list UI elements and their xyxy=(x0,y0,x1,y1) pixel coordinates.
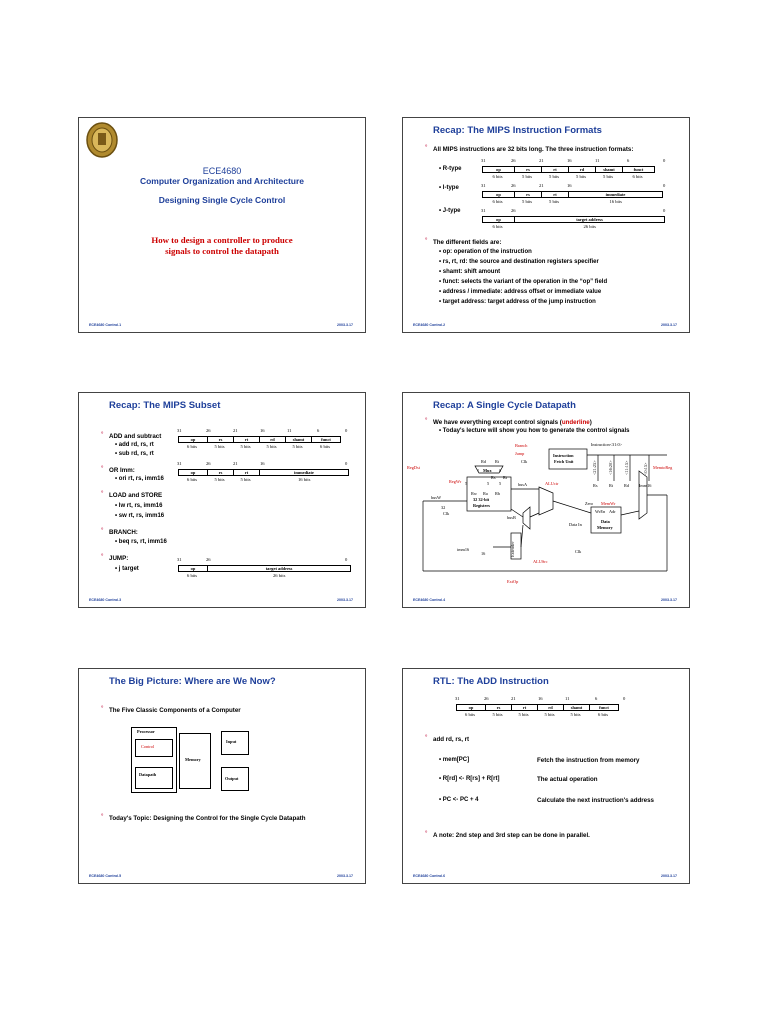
svg-text:Mux: Mux xyxy=(483,468,492,473)
field-width: 5 bits xyxy=(292,444,303,449)
svg-text:Registers: Registers xyxy=(473,503,490,508)
field-width: 6 bits xyxy=(492,199,503,204)
format-field: op xyxy=(456,704,486,711)
bit-position: 6 xyxy=(595,696,598,701)
beq-instr: • beq rs, rt, imm16 xyxy=(115,539,167,545)
format-field: funct xyxy=(311,436,341,443)
slide-6 xyxy=(402,668,690,884)
aluctr-signal: ALUctr xyxy=(545,481,559,486)
format-field: rs xyxy=(207,436,234,443)
footer: ECE4680 Control.5 xyxy=(89,874,122,878)
bit-position: 31 xyxy=(177,461,182,466)
format-field: rt xyxy=(541,166,569,173)
format-field: op xyxy=(482,191,515,198)
format-field: shamt xyxy=(563,704,590,711)
svg-text:Rt: Rt xyxy=(503,475,508,480)
slide-4 xyxy=(402,392,690,608)
format-field: funct xyxy=(589,704,619,711)
format-row xyxy=(179,469,349,476)
j-instr: • j target xyxy=(115,566,139,572)
bit-position: 6 xyxy=(317,428,320,433)
lw-instr: • lw rt, rs, imm16 xyxy=(115,503,162,509)
field-width: 6 bits xyxy=(187,573,198,578)
itype-label: • I-type xyxy=(439,185,459,191)
bit-position: 0 xyxy=(345,428,348,433)
bit-position: 11 xyxy=(565,696,570,701)
format-field: op xyxy=(482,216,515,223)
svg-text:Extender: Extender xyxy=(510,541,515,557)
svg-text:1: 1 xyxy=(477,468,480,473)
field-width: 26 bits xyxy=(273,573,286,578)
svg-text:Data In: Data In xyxy=(569,522,582,527)
format-field: rt xyxy=(541,191,569,198)
footer-date: 2003.3.17 xyxy=(337,323,353,327)
slide-title: The Big Picture: Where are We Now? xyxy=(109,676,276,687)
output-label: Output xyxy=(225,776,239,781)
format-field: shamt xyxy=(595,166,623,173)
jump-signal: Jump xyxy=(515,451,525,456)
control-label: Control xyxy=(141,744,155,749)
svg-text:Adr: Adr xyxy=(609,509,616,514)
format-field: shamt xyxy=(285,436,312,443)
datapath-box xyxy=(135,767,173,789)
format-field: rt xyxy=(233,436,260,443)
branch-signal: Branch xyxy=(515,443,528,448)
sw-instr: • sw rt, rs, imm16 xyxy=(115,513,164,519)
step-operate: • R[rd] <- R[rs] + R[rt] xyxy=(439,776,499,782)
field-width: 5 bits xyxy=(266,444,277,449)
bullet-ls: ° LOAD and STORE xyxy=(109,492,162,499)
bullet-intro: ° All MIPS instructions are 32 bits long. The three instruction formats: xyxy=(433,146,633,153)
bullet-today: • Today's lecture will show you how to generate the control signals xyxy=(439,428,629,434)
format-row xyxy=(483,166,655,173)
svg-text:5: 5 xyxy=(499,481,502,486)
svg-text:<0:15>: <0:15> xyxy=(643,462,648,475)
course-title: Computer Organization and Architecture xyxy=(139,176,305,186)
memtoreg-signal: MemtoReg xyxy=(653,465,673,470)
slide-title: Recap: The MIPS Instruction Formats xyxy=(433,125,602,136)
bit-position: 26 xyxy=(511,158,516,163)
step-next-pc: • PC <- PC + 4 xyxy=(439,797,478,803)
field-width: 5 bits xyxy=(522,174,533,179)
bullet-branch: ° BRANCH: xyxy=(109,529,138,536)
field-width: 16 bits xyxy=(609,199,622,204)
svg-text:Rw: Rw xyxy=(471,491,477,496)
bit-position: 21 xyxy=(233,428,238,433)
slide-title: Recap: The MIPS Subset xyxy=(109,400,221,411)
field-width: 5 bits xyxy=(522,199,533,204)
format-row xyxy=(179,565,351,572)
step-operate-desc: The actual operation xyxy=(537,776,598,783)
field-width: 5 bits xyxy=(549,199,560,204)
bit-position: 31 xyxy=(481,183,486,188)
format-field: op xyxy=(178,565,208,572)
bit-position: 11 xyxy=(595,158,600,163)
slide-1 xyxy=(78,117,366,333)
field-width: 5 bits xyxy=(492,712,503,717)
alusrc-signal: ALUSrc xyxy=(533,559,548,564)
footer: ECE4680 Control.6 xyxy=(413,874,446,878)
bit-position: 26 xyxy=(511,208,516,213)
bullet-note: ° A note: 2nd step and 3rd step can be done in parallel. xyxy=(433,832,590,839)
field-width: 5 bits xyxy=(603,174,614,179)
svg-text:imm16: imm16 xyxy=(457,547,470,552)
svg-text:busB: busB xyxy=(507,515,516,520)
bullet-control-signals: ° We have everything except control signals (underline) xyxy=(433,419,592,426)
svg-text:5: 5 xyxy=(487,481,490,486)
field-width: 6 bits xyxy=(320,444,331,449)
underline-word: underline xyxy=(561,419,590,426)
svg-text:Clk: Clk xyxy=(443,511,450,516)
footer: ECE4680 Control.4 xyxy=(413,598,446,602)
bit-position: 16 xyxy=(567,183,572,188)
single-cycle-datapath-diagram xyxy=(403,441,690,601)
field-shamt: • shamt: shift amount xyxy=(439,269,500,275)
field-width: 6 bits xyxy=(492,174,503,179)
svg-text:Clk: Clk xyxy=(521,459,528,464)
svg-text:Zero: Zero xyxy=(585,501,594,506)
footer-date: 2003.3.17 xyxy=(661,323,677,327)
svg-text:Instruction: Instruction xyxy=(553,453,574,458)
bullet-todays-topic: ° Today's Topic: Designing the Control for the Single Cycle Datapath xyxy=(109,815,306,822)
rtype-label: • R-type xyxy=(439,166,461,172)
memwr-signal: MemWr xyxy=(601,501,616,506)
step-fetch-desc: Fetch the instruction from memory xyxy=(537,757,640,764)
bit-position: 0 xyxy=(345,461,348,466)
format-field: funct xyxy=(622,166,655,173)
field-width: 6 bits xyxy=(187,477,198,482)
field-width: 6 bits xyxy=(632,174,643,179)
svg-text:Rs: Rs xyxy=(593,483,598,488)
format-field: op xyxy=(178,469,208,476)
bit-position: 16 xyxy=(260,461,265,466)
field-target: • target address: target address of the jump instruction xyxy=(439,299,596,305)
field-width: 6 bits xyxy=(465,712,476,717)
memory-label: Memory xyxy=(185,757,201,762)
format-field: rd xyxy=(259,436,286,443)
svg-text:32 32-bit: 32 32-bit xyxy=(473,497,490,502)
svg-text:Rt: Rt xyxy=(609,483,614,488)
svg-text:0: 0 xyxy=(499,468,502,473)
format-row xyxy=(457,704,619,711)
svg-text:32: 32 xyxy=(441,505,446,510)
svg-text:Rs: Rs xyxy=(491,475,496,480)
svg-text:Memory: Memory xyxy=(597,525,613,530)
format-field: op xyxy=(178,436,208,443)
svg-text:<21:25>: <21:25> xyxy=(592,460,597,475)
format-field: op xyxy=(482,166,515,173)
bullet-or: ° OR Imm: xyxy=(109,467,135,474)
field-width: 5 bits xyxy=(570,712,581,717)
bit-position: 16 xyxy=(538,696,543,701)
svg-text:5: 5 xyxy=(465,481,468,486)
field-width: 5 bits xyxy=(214,444,225,449)
bit-position: 31 xyxy=(177,557,182,562)
field-width: 5 bits xyxy=(576,174,587,179)
bit-position: 21 xyxy=(511,696,516,701)
format-field: rt xyxy=(233,469,260,476)
bullet-fields-head: ° The different fields are: xyxy=(433,239,501,246)
step-next-pc-desc: Calculate the next instruction's address xyxy=(537,797,655,804)
instr-bus-label: Instruction<31:0> xyxy=(591,442,623,447)
add-instr: • add rd, rs, rt xyxy=(115,442,154,448)
svg-text:Imm16: Imm16 xyxy=(639,483,652,488)
extop-signal: ExtOp xyxy=(507,579,519,584)
footer: ECE4680 Control.3 xyxy=(89,598,122,602)
bit-position: 26 xyxy=(484,696,489,701)
bit-position: 0 xyxy=(663,183,666,188)
bit-position: 11 xyxy=(287,428,292,433)
svg-text:16: 16 xyxy=(481,551,486,556)
bit-position: 26 xyxy=(511,183,516,188)
svg-text:<16:20>: <16:20> xyxy=(608,460,613,475)
regdst-signal: RegDst xyxy=(407,465,420,470)
format-field: rd xyxy=(568,166,596,173)
field-width: 5 bits xyxy=(240,477,251,482)
format-field: target address xyxy=(514,216,665,223)
bit-position: 31 xyxy=(481,158,486,163)
format-field: immediate xyxy=(568,191,663,198)
svg-text:<11:15>: <11:15> xyxy=(624,460,629,475)
field-width: 5 bits xyxy=(518,712,529,717)
field-width: 16 bits xyxy=(298,477,311,482)
bit-position: 0 xyxy=(663,208,666,213)
format-field: rs xyxy=(514,166,542,173)
format-field: rs xyxy=(207,469,234,476)
bit-position: 31 xyxy=(481,208,486,213)
field-rs-rt-rd: • rs, rt, rd: the source and destination registers specifier xyxy=(439,259,599,265)
bit-position: 21 xyxy=(233,461,238,466)
field-width: 5 bits xyxy=(544,712,555,717)
svg-text:WrEn: WrEn xyxy=(595,509,606,514)
bit-position: 21 xyxy=(539,158,544,163)
format-field: target address xyxy=(207,565,351,572)
bullet-jump: ° JUMP: xyxy=(109,555,128,562)
slide-3 xyxy=(78,392,366,608)
svg-text:Rd: Rd xyxy=(624,483,630,488)
field-width: 26 bits xyxy=(583,224,596,229)
svg-text:Rd: Rd xyxy=(481,459,487,464)
ori-instr: • ori rt, rs, imm16 xyxy=(115,476,164,482)
goal-line-1: How to design a controller to produce xyxy=(151,235,293,245)
format-row xyxy=(483,216,665,223)
bit-position: 26 xyxy=(206,461,211,466)
field-width: 5 bits xyxy=(214,477,225,482)
bullet-five-components: ° The Five Classic Components of a Computer xyxy=(109,707,241,714)
goal-line-2: signals to control the datapath xyxy=(165,246,279,256)
format-field: immediate xyxy=(259,469,349,476)
course-code: ECE4680 xyxy=(202,166,242,176)
footer-date: 2003.3.17 xyxy=(661,598,677,602)
field-width: 5 bits xyxy=(240,444,251,449)
svg-text:Data: Data xyxy=(601,519,610,524)
regwr-signal: RegWr xyxy=(449,479,462,484)
svg-text:Ra: Ra xyxy=(483,491,488,496)
bit-position: 31 xyxy=(455,696,460,701)
processor-label: Processor xyxy=(137,729,155,734)
lecture-title: Designing Single Cycle Control xyxy=(158,195,286,205)
svg-text:Fetch Unit: Fetch Unit xyxy=(554,459,574,464)
bit-position: 21 xyxy=(539,183,544,188)
svg-text:Clk: Clk xyxy=(575,549,582,554)
bit-position: 0 xyxy=(623,696,626,701)
footer-date: 2003.3.17 xyxy=(337,598,353,602)
field-width: 5 bits xyxy=(549,174,560,179)
format-field: rs xyxy=(485,704,512,711)
bullet-add: ° ADD and subtract xyxy=(109,433,161,440)
bit-position: 0 xyxy=(663,158,666,163)
slide-title: RTL: The ADD Instruction xyxy=(433,676,549,687)
input-label: Input xyxy=(226,739,237,744)
datapath-label: Datapath xyxy=(139,772,157,777)
jtype-label: • J-type xyxy=(439,208,460,214)
slide-2 xyxy=(402,117,690,333)
footer: ECE4680 Control.1 xyxy=(89,323,122,327)
field-op: • op: operation of the instruction xyxy=(439,249,532,255)
bit-position: 16 xyxy=(567,158,572,163)
format-row xyxy=(179,436,341,443)
format-field: rd xyxy=(537,704,564,711)
slide-title: Recap: A Single Cycle Datapath xyxy=(433,400,576,411)
field-width: 6 bits xyxy=(187,444,198,449)
field-width: 6 bits xyxy=(598,712,609,717)
footer: ECE4680 Control.2 xyxy=(413,323,446,327)
sub-instr: • sub rd, rs, rt xyxy=(115,451,154,457)
field-width: 6 bits xyxy=(492,224,503,229)
field-funct: • funct: selects the variant of the operation in the “op” field xyxy=(439,279,607,285)
step-fetch: • mem[PC] xyxy=(439,757,469,763)
bit-position: 16 xyxy=(260,428,265,433)
bullet-add-instr: ° add rd, rs, rt xyxy=(433,736,469,743)
format-field: rs xyxy=(514,191,542,198)
field-address: • address / immediate: address offset or immediate value xyxy=(439,289,601,295)
bit-position: 31 xyxy=(177,428,182,433)
bit-position: 26 xyxy=(206,557,211,562)
format-row xyxy=(483,191,663,198)
bit-position: 26 xyxy=(206,428,211,433)
footer-date: 2003.3.17 xyxy=(337,874,353,878)
svg-text:Rb: Rb xyxy=(495,491,501,496)
bit-position: 6 xyxy=(627,158,630,163)
slide-5 xyxy=(78,668,366,884)
svg-text:busA: busA xyxy=(518,482,528,487)
format-field: rt xyxy=(511,704,538,711)
bit-position: 0 xyxy=(345,557,348,562)
footer-date: 2003.3.17 xyxy=(661,874,677,878)
svg-text:busW: busW xyxy=(431,495,442,500)
svg-text:Rt: Rt xyxy=(495,459,500,464)
university-seal-icon xyxy=(85,121,119,159)
